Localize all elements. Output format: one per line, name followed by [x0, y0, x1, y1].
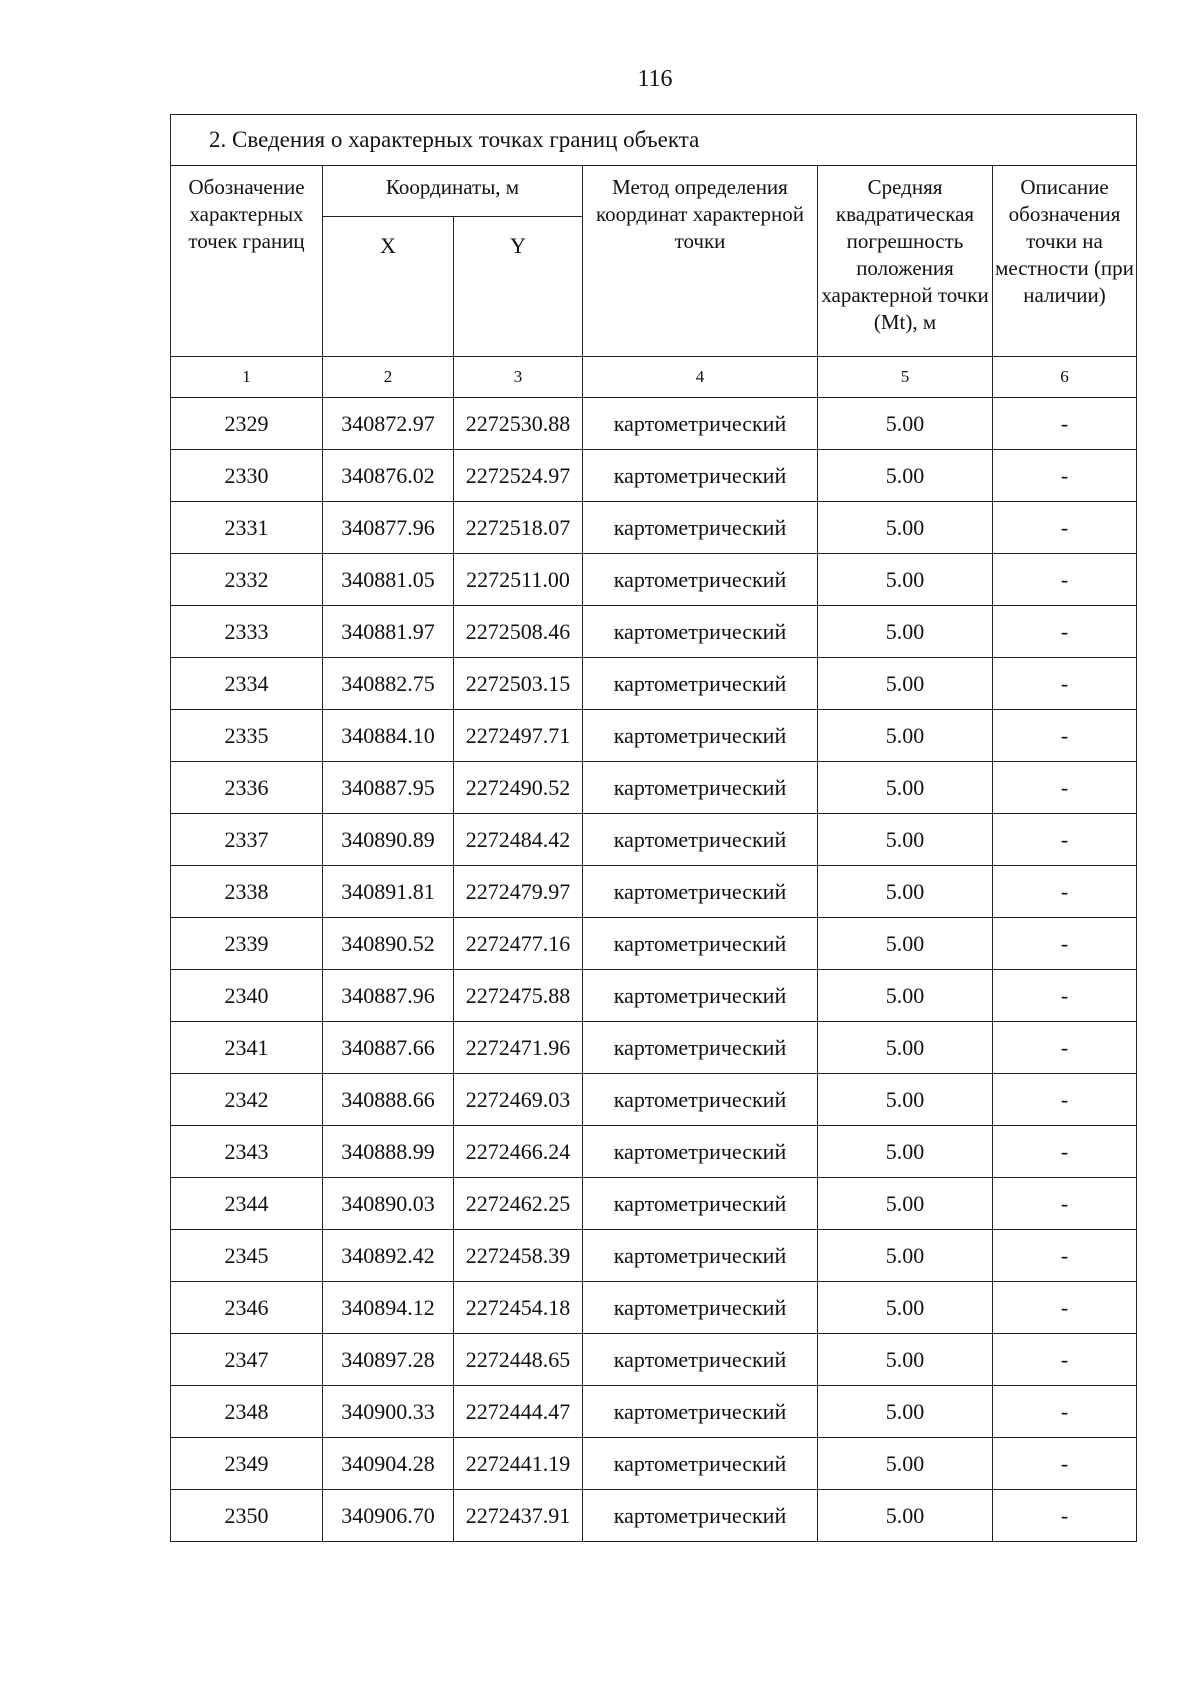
description-cell: -	[993, 1022, 1137, 1074]
y-coordinate-cell: 2272508.46	[454, 606, 583, 658]
method-cell: картометрический	[583, 658, 818, 710]
description-cell: -	[993, 1230, 1137, 1282]
x-coordinate-cell: 340887.96	[323, 970, 454, 1022]
method-cell: картометрический	[583, 554, 818, 606]
y-coordinate-cell: 2272444.47	[454, 1386, 583, 1438]
table-row	[171, 1386, 1137, 1438]
table-row	[171, 1230, 1137, 1282]
x-coordinate-cell: 340888.66	[323, 1074, 454, 1126]
x-coordinate-cell: 340887.66	[323, 1022, 454, 1074]
error-cell: 5.00	[818, 1022, 993, 1074]
point-cell: 2329	[171, 398, 323, 450]
header-description: Описание обозначения точки на местности (при наличии)	[993, 166, 1137, 357]
error-cell: 5.00	[818, 970, 993, 1022]
table-row	[171, 658, 1137, 710]
method-cell: картометрический	[583, 1126, 818, 1178]
column-number: 3	[454, 357, 583, 398]
method-cell: картометрический	[583, 398, 818, 450]
y-coordinate-cell: 2272524.97	[454, 450, 583, 502]
table-row	[171, 502, 1137, 554]
y-coordinate-cell: 2272484.42	[454, 814, 583, 866]
y-coordinate-cell: 2272437.91	[454, 1490, 583, 1542]
table-body	[171, 398, 1137, 1542]
y-coordinate-cell: 2272497.71	[454, 710, 583, 762]
description-cell: -	[993, 814, 1137, 866]
page-number: 116	[637, 66, 673, 92]
description-cell: -	[993, 1334, 1137, 1386]
table-row	[171, 1022, 1137, 1074]
table-row	[171, 918, 1137, 970]
point-cell: 2341	[171, 1022, 323, 1074]
y-coordinate-cell: 2272458.39	[454, 1230, 583, 1282]
x-coordinate-cell: 340900.33	[323, 1386, 454, 1438]
y-coordinate-cell: 2272511.00	[454, 554, 583, 606]
x-coordinate-cell: 340887.95	[323, 762, 454, 814]
x-coordinate-cell: 340890.89	[323, 814, 454, 866]
table-row	[171, 1490, 1137, 1542]
description-cell: -	[993, 1386, 1137, 1438]
x-coordinate-cell: 340891.81	[323, 866, 454, 918]
x-coordinate-cell: 340882.75	[323, 658, 454, 710]
error-cell: 5.00	[818, 1334, 993, 1386]
method-cell: картометрический	[583, 1230, 818, 1282]
error-cell: 5.00	[818, 814, 993, 866]
error-cell: 5.00	[818, 398, 993, 450]
error-cell: 5.00	[818, 1438, 993, 1490]
point-cell: 2332	[171, 554, 323, 606]
x-coordinate-cell: 340890.03	[323, 1178, 454, 1230]
table-row	[171, 1438, 1137, 1490]
point-cell: 2337	[171, 814, 323, 866]
point-cell: 2343	[171, 1126, 323, 1178]
table-row	[171, 866, 1137, 918]
table-row	[171, 1074, 1137, 1126]
table-title: 2. Сведения о характерных точках границ объекта	[171, 115, 1137, 166]
table-row	[171, 1126, 1137, 1178]
description-cell: -	[993, 398, 1137, 450]
y-coordinate-cell: 2272475.88	[454, 970, 583, 1022]
column-number: 5	[818, 357, 993, 398]
method-cell: картометрический	[583, 710, 818, 762]
table-row	[171, 710, 1137, 762]
method-cell: картометрический	[583, 1282, 818, 1334]
description-cell: -	[993, 658, 1137, 710]
x-coordinate-cell: 340904.28	[323, 1438, 454, 1490]
error-cell: 5.00	[818, 1178, 993, 1230]
x-coordinate-cell: 340892.42	[323, 1230, 454, 1282]
point-cell: 2331	[171, 502, 323, 554]
method-cell: картометрический	[583, 1178, 818, 1230]
description-cell: -	[993, 1282, 1137, 1334]
y-coordinate-cell: 2272518.07	[454, 502, 583, 554]
x-coordinate-cell: 340872.97	[323, 398, 454, 450]
table-row	[171, 450, 1137, 502]
y-coordinate-cell: 2272462.25	[454, 1178, 583, 1230]
method-cell: картометрический	[583, 606, 818, 658]
description-cell: -	[993, 1126, 1137, 1178]
description-cell: -	[993, 866, 1137, 918]
y-coordinate-cell: 2272477.16	[454, 918, 583, 970]
error-cell: 5.00	[818, 502, 993, 554]
y-coordinate-cell: 2272503.15	[454, 658, 583, 710]
table-row	[171, 762, 1137, 814]
method-cell: картометрический	[583, 1022, 818, 1074]
description-cell: -	[993, 450, 1137, 502]
x-coordinate-cell: 340876.02	[323, 450, 454, 502]
point-cell: 2335	[171, 710, 323, 762]
point-cell: 2334	[171, 658, 323, 710]
table-row	[171, 1178, 1137, 1230]
error-cell: 5.00	[818, 1490, 993, 1542]
error-cell: 5.00	[818, 1074, 993, 1126]
table-row	[171, 1334, 1137, 1386]
method-cell: картометрический	[583, 1074, 818, 1126]
x-coordinate-cell: 340894.12	[323, 1282, 454, 1334]
y-coordinate-cell: 2272530.88	[454, 398, 583, 450]
description-cell: -	[993, 1178, 1137, 1230]
point-cell: 2347	[171, 1334, 323, 1386]
point-cell: 2333	[171, 606, 323, 658]
y-coordinate-cell: 2272479.97	[454, 866, 583, 918]
description-cell: -	[993, 1074, 1137, 1126]
method-cell: картометрический	[583, 450, 818, 502]
description-cell: -	[993, 710, 1137, 762]
table-row	[171, 554, 1137, 606]
header-coordinates: Координаты, м	[323, 166, 583, 217]
method-cell: картометрический	[583, 1438, 818, 1490]
y-coordinate-cell: 2272466.24	[454, 1126, 583, 1178]
y-coordinate-cell: 2272490.52	[454, 762, 583, 814]
point-cell: 2340	[171, 970, 323, 1022]
table-row	[171, 814, 1137, 866]
description-cell: -	[993, 762, 1137, 814]
point-cell: 2336	[171, 762, 323, 814]
method-cell: картометрический	[583, 970, 818, 1022]
y-coordinate-cell: 2272454.18	[454, 1282, 583, 1334]
characteristic-points-table	[170, 114, 1137, 1542]
error-cell: 5.00	[818, 606, 993, 658]
y-coordinate-cell: 2272448.65	[454, 1334, 583, 1386]
error-cell: 5.00	[818, 658, 993, 710]
method-cell: картометрический	[583, 1386, 818, 1438]
point-cell: 2345	[171, 1230, 323, 1282]
error-cell: 5.00	[818, 710, 993, 762]
header-designation: Обозначение характерных точек границ	[171, 166, 323, 357]
error-cell: 5.00	[818, 554, 993, 606]
x-coordinate-cell: 340888.99	[323, 1126, 454, 1178]
description-cell: -	[993, 1490, 1137, 1542]
column-number: 4	[583, 357, 818, 398]
error-cell: 5.00	[818, 762, 993, 814]
column-number: 1	[171, 357, 323, 398]
table-row	[171, 606, 1137, 658]
method-cell: картометрический	[583, 918, 818, 970]
column-numbers-row	[171, 357, 1137, 398]
description-cell: -	[993, 606, 1137, 658]
error-cell: 5.00	[818, 450, 993, 502]
point-cell: 2344	[171, 1178, 323, 1230]
method-cell: картометрический	[583, 1334, 818, 1386]
point-cell: 2342	[171, 1074, 323, 1126]
table-row	[171, 1282, 1137, 1334]
header-y: Y	[454, 217, 583, 357]
table-row	[171, 398, 1137, 450]
point-cell: 2339	[171, 918, 323, 970]
description-cell: -	[993, 554, 1137, 606]
error-cell: 5.00	[818, 866, 993, 918]
x-coordinate-cell: 340906.70	[323, 1490, 454, 1542]
x-coordinate-cell: 340884.10	[323, 710, 454, 762]
header-error: Средняя квадратическая погрешность положения характерной точки (Mt), м	[818, 166, 993, 357]
error-cell: 5.00	[818, 1282, 993, 1334]
point-cell: 2348	[171, 1386, 323, 1438]
description-cell: -	[993, 970, 1137, 1022]
error-cell: 5.00	[818, 1230, 993, 1282]
column-number: 6	[993, 357, 1137, 398]
point-cell: 2349	[171, 1438, 323, 1490]
method-cell: картометрический	[583, 502, 818, 554]
table-row	[171, 970, 1137, 1022]
description-cell: -	[993, 502, 1137, 554]
header-method: Метод определения координат характерной точки	[583, 166, 818, 357]
method-cell: картометрический	[583, 1490, 818, 1542]
y-coordinate-cell: 2272471.96	[454, 1022, 583, 1074]
point-cell: 2338	[171, 866, 323, 918]
error-cell: 5.00	[818, 1386, 993, 1438]
x-coordinate-cell: 340881.97	[323, 606, 454, 658]
point-cell: 2350	[171, 1490, 323, 1542]
method-cell: картометрический	[583, 762, 818, 814]
x-coordinate-cell: 340897.28	[323, 1334, 454, 1386]
point-cell: 2330	[171, 450, 323, 502]
header-x: X	[323, 217, 454, 357]
description-cell: -	[993, 918, 1137, 970]
y-coordinate-cell: 2272469.03	[454, 1074, 583, 1126]
y-coordinate-cell: 2272441.19	[454, 1438, 583, 1490]
error-cell: 5.00	[818, 918, 993, 970]
method-cell: картометрический	[583, 866, 818, 918]
x-coordinate-cell: 340877.96	[323, 502, 454, 554]
x-coordinate-cell: 340881.05	[323, 554, 454, 606]
method-cell: картометрический	[583, 814, 818, 866]
x-coordinate-cell: 340890.52	[323, 918, 454, 970]
column-number: 2	[323, 357, 454, 398]
error-cell: 5.00	[818, 1126, 993, 1178]
point-cell: 2346	[171, 1282, 323, 1334]
description-cell: -	[993, 1438, 1137, 1490]
